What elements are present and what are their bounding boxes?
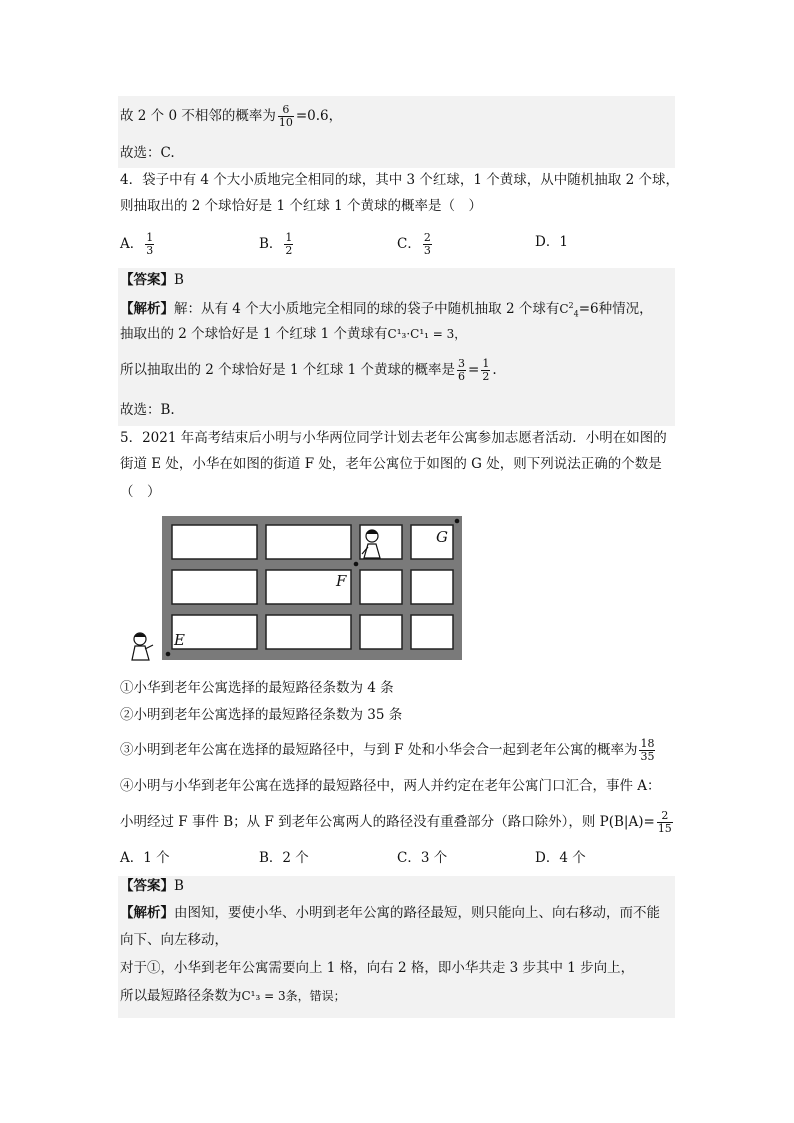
label-e: E xyxy=(174,631,185,649)
q4-option-a: A． $\frac{1}{3}$ xyxy=(120,231,154,257)
point-g-dot xyxy=(455,519,460,524)
q5-stem-line2: 街道 E 处，小华在如图的街道 F 处，老年公寓位于如图的 G 处，则下列说法正确的个数是 xyxy=(120,456,662,472)
block xyxy=(411,615,453,649)
q5-statement-4-line2: 小明经过 F 事件 B；从 F 到老年公寓两人的路径没有重叠部分（路口除外），则 P(B|A)= $\frac{2}{15}$ xyxy=(120,809,672,835)
point-e-dot xyxy=(166,652,171,657)
q4-answer: 【答案】B xyxy=(120,272,184,288)
student-icon xyxy=(132,633,153,660)
block xyxy=(172,570,257,604)
q5-analysis-line3: 对于①，小华到老年公寓需要向上 1 格，向右 2 格，即小华共走 3 步其中 1 步向上， xyxy=(120,960,635,976)
q4-analysis-line3: 所以抽取出的 2 个球恰好是 1 个红球 1 个黄球的概率是 $\frac{3}{6}$ = $\frac{1}{2}$ . xyxy=(120,357,497,383)
block xyxy=(360,615,402,649)
block xyxy=(172,525,257,559)
q4-option-b: B． $\frac{1}{2}$ xyxy=(259,231,293,257)
block xyxy=(360,570,402,604)
prev-answer-line: 故选：C. xyxy=(120,145,175,161)
q5-option-d: D．4 个 xyxy=(535,850,586,866)
q4-stem-line2: 则抽取出的 2 个球恰好是 1 个红球 1 个黄球的概率是（ ） xyxy=(120,198,483,214)
point-f-dot xyxy=(354,562,359,567)
q5-stem-line3: （ ） xyxy=(120,484,161,500)
q5-analysis-line2: 向下、向左移动， xyxy=(120,932,228,948)
q4-analysis-line2: 抽取出的 2 个球恰好是 1 个红球 1 个黄球有C¹₃·C¹₁ = 3， xyxy=(120,326,467,342)
q5-analysis-line1: 【解析】由图知，要使小华、小明到老年公寓的路径最短，则只能向上、向右移动，而不能 xyxy=(120,905,660,921)
block xyxy=(411,570,453,604)
q4-option-c: C． $\frac{2}{3}$ xyxy=(397,231,431,257)
q5-stem-line1: 5．2021 年高考结束后小明与小华两位同学计划去老年公寓参加志愿者活动．小明在如图的 xyxy=(120,430,667,446)
q5-analysis-line4: 所以最短路径条数为C¹₃ = 3条，错误； xyxy=(120,988,346,1004)
block xyxy=(266,615,351,649)
solution-bg-q4 xyxy=(118,268,675,426)
q5-statement-1: ①小华到老年公寓选择的最短路径条数为 4 条 xyxy=(120,680,394,696)
q4-answer-line: 故选：B. xyxy=(120,402,175,418)
q5-option-a: A．1 个 xyxy=(120,850,170,866)
q5-answer: 【答案】B xyxy=(120,878,184,894)
fraction: $\frac{6}{10}$ xyxy=(278,103,293,129)
street-map-figure xyxy=(128,514,468,664)
prev-probability-line: 故 2 个 0 不相邻的概率为 $\frac{6}{10}$ =0.6， xyxy=(120,103,343,129)
q4-stem-line1: 4．袋子中有 4 个大小质地完全相同的球，其中 3 个红球，1 个黄球，从中随机抽取 2 个球， xyxy=(120,172,679,188)
q5-option-c: C．3 个 xyxy=(397,850,448,866)
q5-statement-4-line1: ④小明与小华到老年公寓在选择的最短路径中，两人并约定在老年公寓门口汇合，事件 A： xyxy=(120,778,661,794)
q5-option-b: B．2 个 xyxy=(259,850,309,866)
label-g: G xyxy=(436,528,448,546)
block xyxy=(266,525,351,559)
q5-statement-3: ③小明到老年公寓在选择的最短路径中，与到 F 处和小华会合一起到老年公寓的概率为 $\frac{18}{35}$ xyxy=(120,737,655,763)
q4-option-d: D．1 xyxy=(535,234,568,250)
q4-analysis-line1: 【解析】解：从有 4 个大小质地完全相同的球的袋子中随机抽取 2 个球有$C^2_4=6$种情况， xyxy=(120,301,653,319)
label-f: F xyxy=(336,572,347,590)
q5-statement-2: ②小明到老年公寓选择的最短路径条数为 35 条 xyxy=(120,707,403,723)
